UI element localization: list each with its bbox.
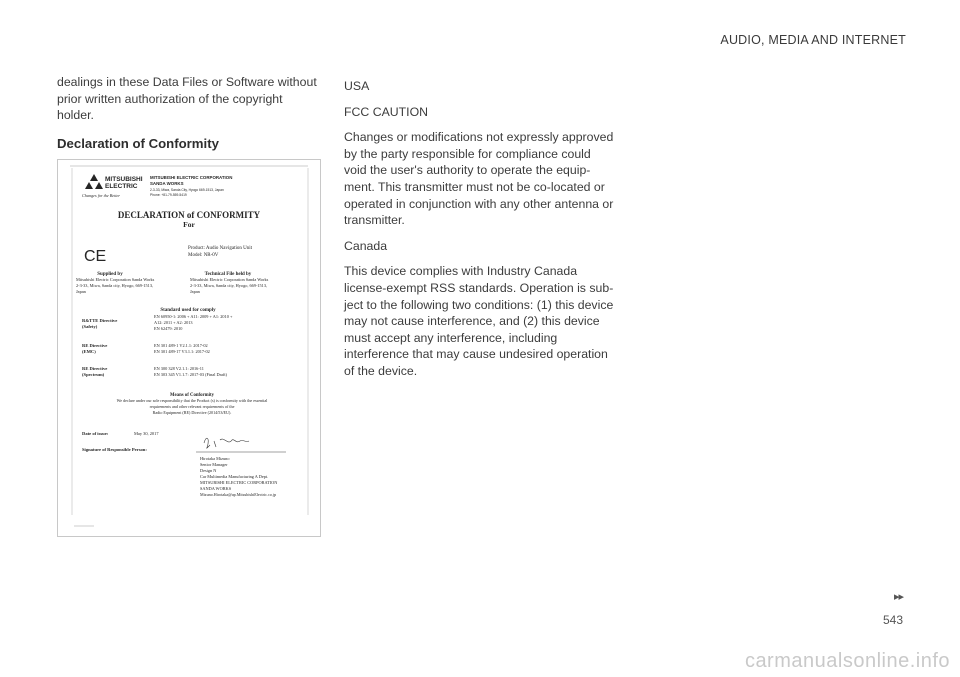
svg-text:Japan: Japan: [76, 288, 86, 294]
svg-text:Mizuno.Hirotaka@ap.MitsubishiE: Mizuno.Hirotaka@ap.MitsubishiElectric.co.jp: [200, 491, 277, 497]
svg-text:EN 301 489-1 V2.1.1: 2017-02: EN 301 489-1 V2.1.1: 2017-02: [154, 342, 208, 348]
svg-text:MITSUBISHI ELECTRIC CORPORATIO: MITSUBISHI ELECTRIC CORPORATION: [150, 174, 233, 180]
svg-text:EN 301 489-17 V3.1.1: 2017-02: EN 301 489-17 V3.1.1: 2017-02: [154, 348, 210, 354]
svg-text:Design N: Design N: [200, 467, 217, 473]
region-canada: Canada: [344, 238, 388, 253]
next-page-icon: ▸▸: [893, 591, 903, 603]
section-heading: Declaration of Conformity: [57, 135, 219, 151]
svg-text:Radio Equipment (RE) Directive: Radio Equipment (RE) Directive (2014/53/EU).: [152, 409, 232, 415]
fcc-caution-text: Changes or modifications not expressly approved by the party responsible for compliance could void the user's authority to operate the equip-ment. This transmitter must not be co-located or operated in conjunction with any other antenna or transmitter.: [344, 130, 614, 228]
svg-text:2-3-33, Miwa, Sanda City, Hyog: 2-3-33, Miwa, Sanda City, Hyogo 669-1513, Japan: [150, 187, 224, 192]
svg-text:MITSUBISHI ELECTRIC CORPORATIO: MITSUBISHI ELECTRIC CORPORATION: [200, 479, 278, 485]
svg-text:Model: NR-0V: Model: NR-0V: [188, 252, 219, 258]
declaration-of-conformity-document: [57, 159, 321, 537]
svg-text:SANDA WORKS: SANDA WORKS: [200, 485, 232, 491]
svg-text:Product: Audio Navigation Unit: Product: Audio Navigation Unit: [188, 245, 253, 251]
svg-text:We declare under our sole resp: We declare under our sole responsibility that the Product (s) is conformity with the essential: [116, 397, 268, 403]
svg-text:Changes for the Better: Changes for the Better: [82, 192, 121, 198]
svg-text:Date of issue:: Date of issue:: [82, 430, 109, 436]
svg-text:2-3-33, Miwa, Sanda city, Hyog: 2-3-33, Miwa, Sanda city, Hyogo, 669-1513,: [76, 282, 154, 288]
svg-text:ELECTRIC: ELECTRIC: [105, 182, 138, 190]
svg-text:Means of Conformity: Means of Conformity: [170, 392, 214, 398]
left-column: [57, 74, 322, 537]
svg-text:R&TTE Directive: R&TTE Directive: [82, 317, 118, 323]
fcc-caution-label: FCC CAUTION: [344, 104, 429, 119]
svg-text:EN 60950-1: 2006 + A11: 2009 +: EN 60950-1: 2006 + A11: 2009 + A1: 2010 +: [154, 313, 233, 319]
svg-text:MITSUBISHI: MITSUBISHI: [105, 175, 143, 183]
ce-mark: CE: [84, 247, 107, 265]
svg-text:Signature of Responsible Perso: Signature of Responsible Person:: [82, 446, 147, 452]
section-header: AUDIO, MEDIA AND INTERNET: [720, 33, 906, 47]
region-usa: USA: [344, 79, 370, 93]
svg-text:RE Directive: RE Directive: [82, 365, 108, 371]
svg-text:EN 62479: 2010: EN 62479: 2010: [154, 325, 183, 331]
svg-text:2-3-33, Miwa, Sanda city, Hyog: 2-3-33, Miwa, Sanda city, Hyogo, 669-1513,: [190, 282, 268, 288]
svg-text:Mitsubishi Electric Corporatio: Mitsubishi Electric Corporation Sanda Works: [190, 276, 269, 282]
right-column: [344, 78, 614, 389]
svg-text:May 30, 2017: May 30, 2017: [134, 430, 159, 436]
svg-text:EN 303 345 V1.1.7: 2017-03 (Fi: EN 303 345 V1.1.7: 2017-03 (Final Draft): [154, 371, 227, 377]
svg-text:Standard used for comply: Standard used for comply: [160, 307, 216, 313]
svg-text:Phone: +81-79-559-5419: Phone: +81-79-559-5419: [150, 192, 187, 197]
svg-text:SANDA WORKS: SANDA WORKS: [150, 180, 184, 186]
svg-text:Japan: Japan: [190, 288, 200, 294]
site-watermark: carmanualsonline.info: [744, 650, 950, 672]
svg-text:Mitsubishi Electric Corporatio: Mitsubishi Electric Corporation Sanda Works: [76, 276, 155, 282]
svg-text:(EMC): (EMC): [82, 348, 96, 354]
canada-compliance-text: This device complies with Industry Canada license-exempt RSS standards. Operation is sub-ject to the following two conditions: (1) this device may not cause interference, and (2) this device must accept any interference, including interference that may cause undesired operation of the device.: [344, 264, 614, 378]
svg-text:For: For: [183, 219, 195, 229]
svg-text:DECLARATION of CONFORMITY: DECLARATION of CONFORMITY: [117, 209, 261, 220]
svg-text:Hirotaka Mizuno: Hirotaka Mizuno: [200, 455, 230, 461]
intro-paragraph: dealings in these Data Files or Software without prior written authorization of the copyright holder.: [57, 75, 317, 123]
svg-text:Car Multimedia Manufacturing A: Car Multimedia Manufacturing A Dept.: [200, 473, 269, 479]
svg-text:(Safety): (Safety): [82, 323, 98, 329]
scanned-declaration: [58, 160, 320, 536]
svg-text:requirements and other relevan: requirements and other relevant requirements of the: [149, 403, 235, 409]
svg-text:Technical File held by: Technical File held by: [204, 271, 252, 277]
page-number: 543: [882, 613, 903, 627]
svg-text:(Spectrum): (Spectrum): [82, 371, 105, 377]
svg-text:Supplied by: Supplied by: [97, 271, 123, 277]
svg-text:RE Directive: RE Directive: [82, 342, 108, 348]
svg-text:EN 300 328 V2.1.1: 2016-11: EN 300 328 V2.1.1: 2016-11: [154, 365, 204, 371]
svg-text:A12: 2011 + A2: 2013: A12: 2011 + A2: 2013: [154, 319, 193, 325]
svg-text:Senior Manager: Senior Manager: [200, 461, 228, 467]
